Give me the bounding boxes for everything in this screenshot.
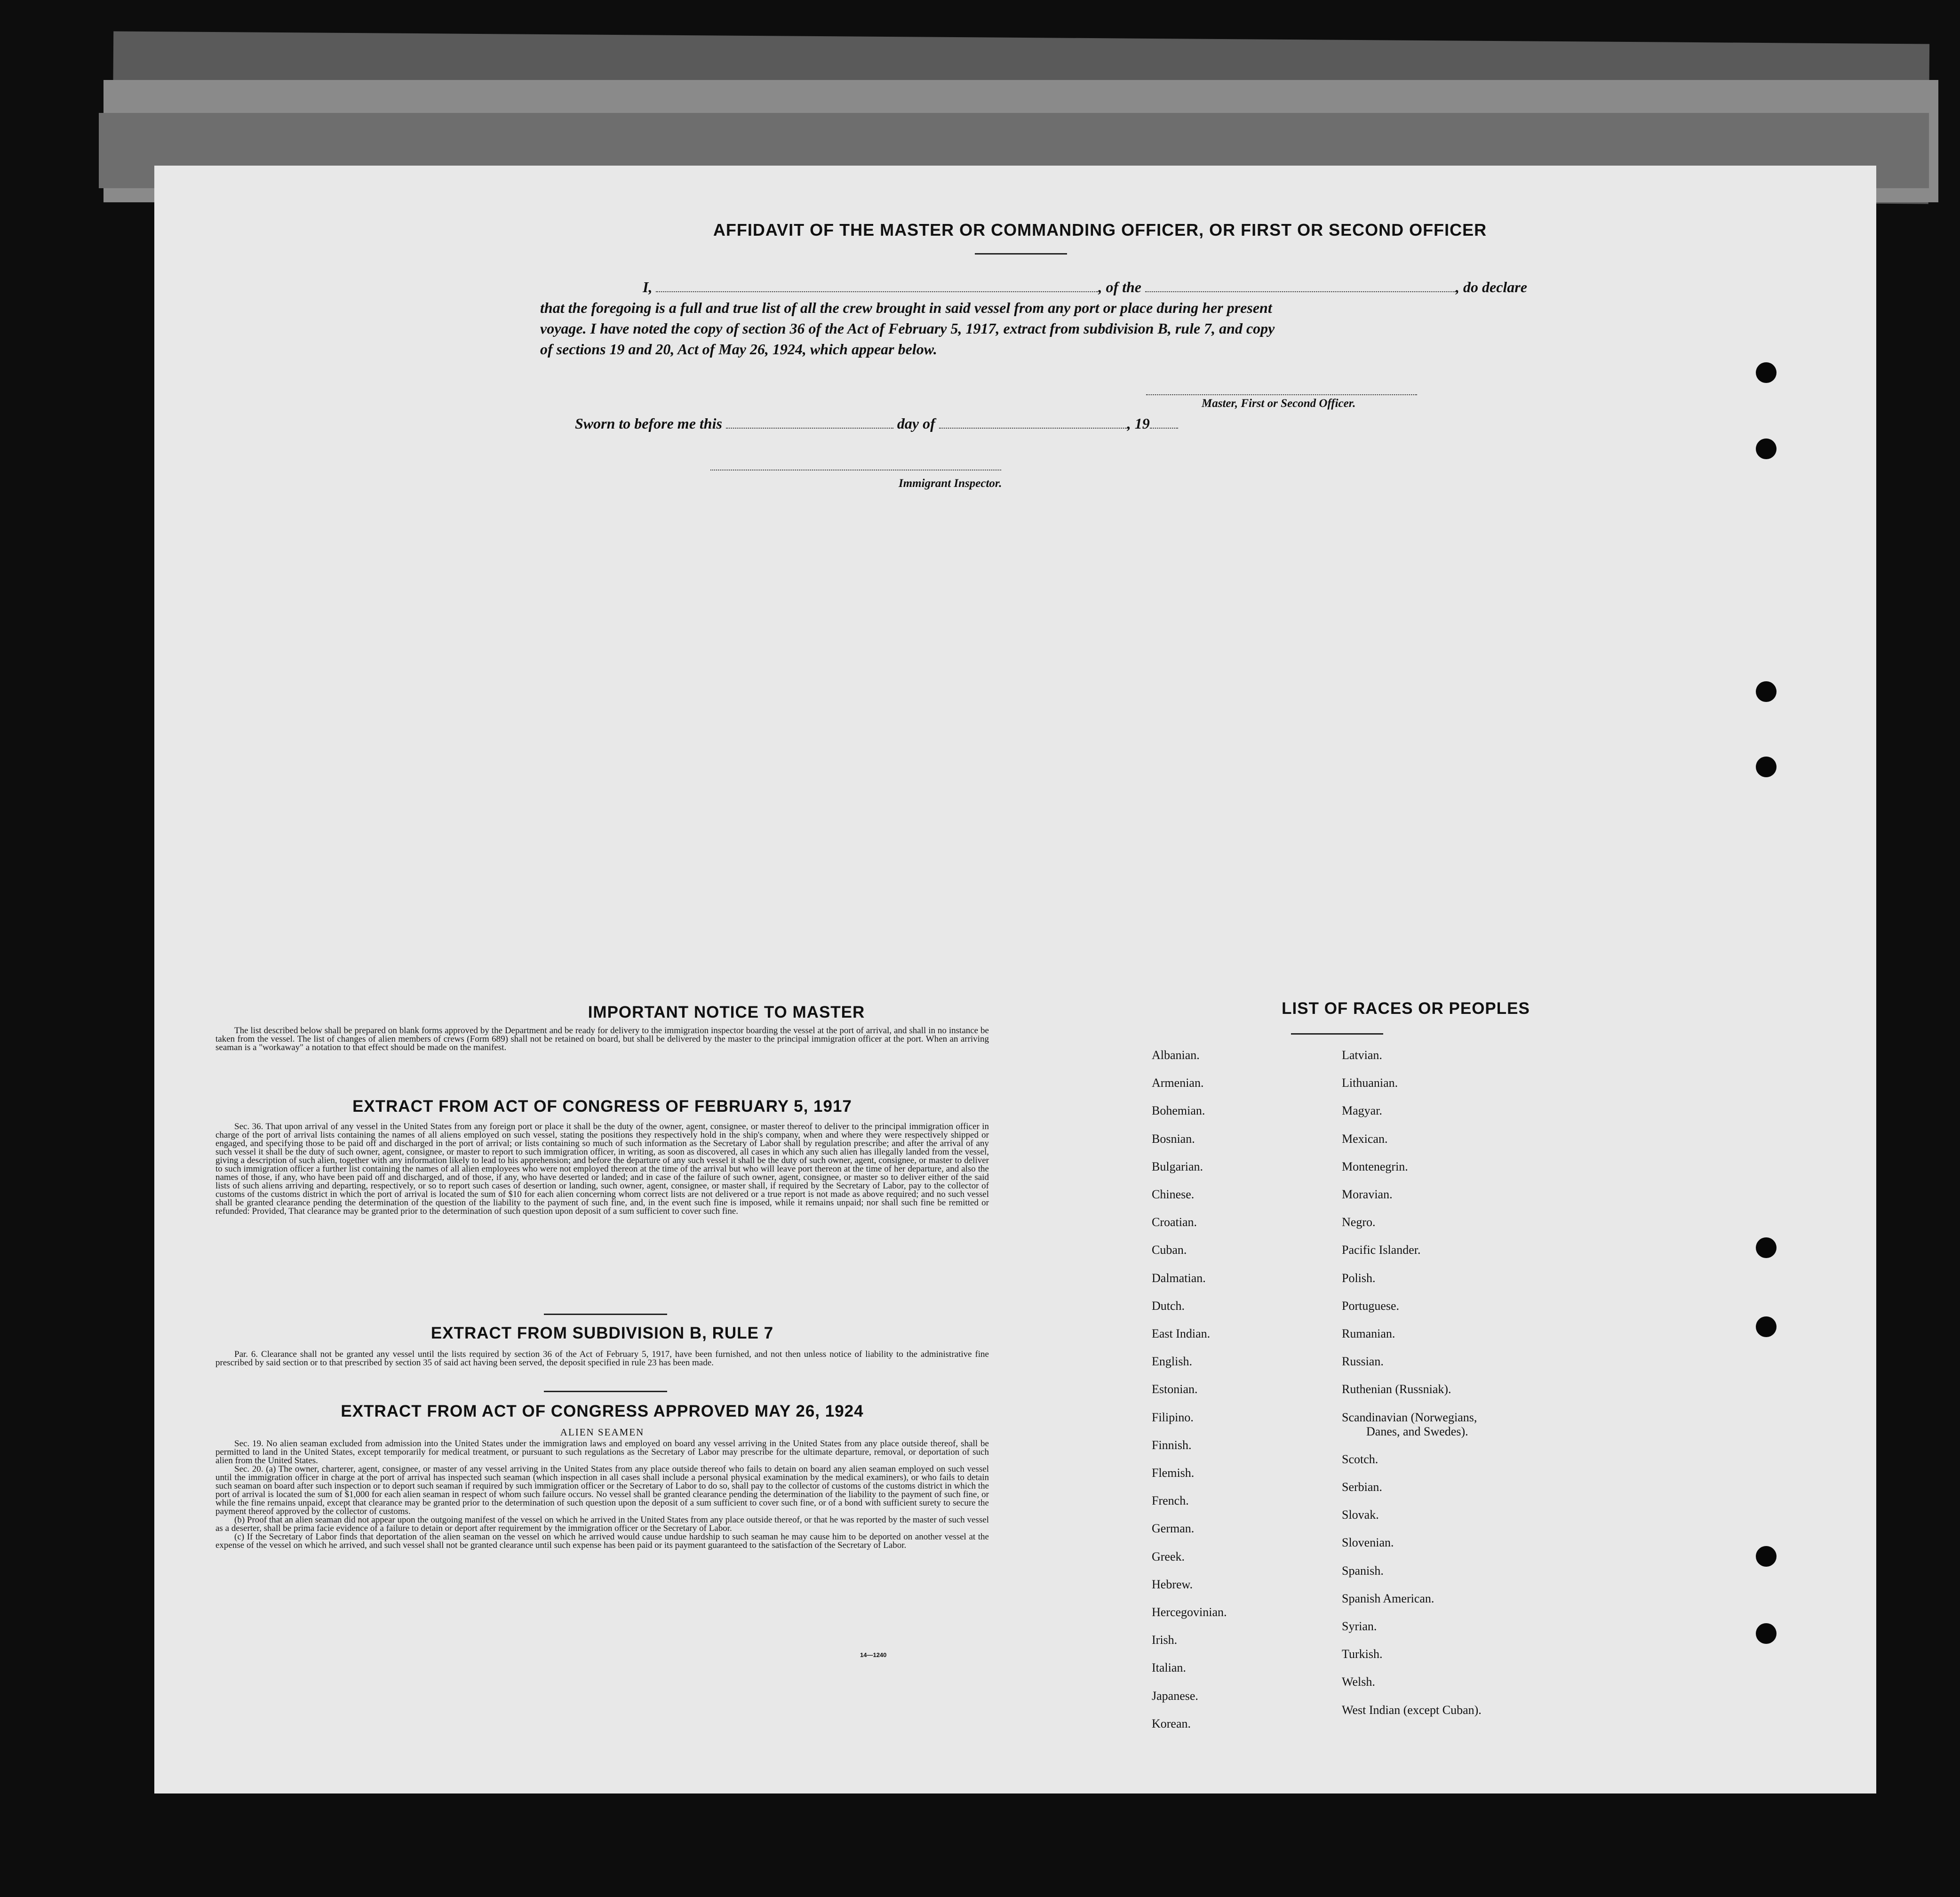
race-item: Croatian. [1152, 1215, 1197, 1229]
race-item: Armenian. [1152, 1076, 1204, 1090]
sworn-text: , 19 [1127, 415, 1150, 432]
race-item: Polish. [1342, 1271, 1376, 1285]
race-item: Dalmatian. [1152, 1271, 1206, 1285]
race-item: Filipino. [1152, 1410, 1194, 1424]
punch-hole [1756, 1623, 1777, 1644]
sworn-text: Sworn to before me this [575, 415, 722, 432]
race-item: Flemish. [1152, 1466, 1195, 1480]
punch-hole [1756, 1316, 1777, 1337]
divider [544, 1391, 667, 1392]
race-item: Italian. [1152, 1661, 1186, 1675]
alien-seamen-subtitle: ALIEN SEAMEN [560, 1427, 645, 1438]
race-item: East Indian. [1152, 1327, 1211, 1340]
subdivision-text [215, 1350, 989, 1367]
affidavit-text: I, [643, 279, 653, 295]
sec-19-paragraph: Sec. 19. No alien seaman excluded from admission into the United States under the immigration laws and employed on board any vessel arriving in the United States from any place outside thereof, shall be permitted to land in the United States, except temporarily for medical treatment, or pursuant to such regulations as the Secretary of Labor may prescribe for the ultimate departure, removal, or deportation of such alien from the United States. [215, 1439, 989, 1466]
sec-20c-paragraph: (c) If the Secretary of Labor finds that deportation of the alien seaman on the vessel on which he arrived would cause undue hardship to such seaman he may cause him to be deported on another vessel at the expense of the vessel on which he arrived, and such vessel shall not be granted clearance until such expense has been paid or its payment guaranteed to the satisfaction of the Secretary of Labor. [215, 1532, 989, 1550]
punch-hole [1756, 362, 1777, 383]
divider [975, 253, 1067, 255]
affidavit-line-2: that the foregoing is a full and true list of all the crew brought in said vessel from any port or place during her present [540, 299, 1272, 316]
notice-text [215, 1027, 989, 1052]
race-item: German. [1152, 1522, 1195, 1536]
race-item: Serbian. [1342, 1480, 1382, 1494]
notice-title: IMPORTANT NOTICE TO MASTER [588, 1003, 865, 1021]
race-item: Russian. [1342, 1355, 1384, 1369]
race-item: Mexican. [1342, 1132, 1388, 1146]
subdivision-title: EXTRACT FROM SUBDIVISION B, RULE 7 [430, 1324, 774, 1342]
extract-1917-text [215, 1123, 989, 1216]
race-item: Korean. [1152, 1716, 1191, 1730]
race-item: Syrian. [1342, 1619, 1377, 1633]
race-item: Montenegrin. [1342, 1159, 1408, 1173]
day-blank[interactable] [726, 415, 893, 429]
race-item: Welsh. [1342, 1675, 1375, 1689]
race-item: Finnish. [1152, 1438, 1192, 1452]
affidavit-line-1 [540, 279, 1527, 296]
notice-paragraph: The list described below shall be prepared on blank forms approved by the Department and be ready for delivery to the immigration inspector boarding the vessel at the port of arrival, and shall in no instance be taken from the vessel. The list of changes of alien members of crews (Form 689) shall not be retained on board, but shall be delivered by the master to the principal immigration officer at the port. When an arriving seaman is a "workaway" a notation to that effect should be made on the manifest. [215, 1026, 989, 1052]
affidavit-line-4: of sections 19 and 20, Act of May 26, 1924, which appear below. [540, 341, 937, 358]
race-item: Magyar. [1342, 1104, 1382, 1118]
punch-hole [1756, 1237, 1777, 1258]
extract-1924-text [215, 1440, 989, 1550]
sworn-text: day of [897, 415, 935, 432]
sec-20a-paragraph: Sec. 20. (a) The owner, charterer, agent, consignee, or master of any vessel arriving in the United States from any place outside thereof who fails to detain on board any alien seaman employed on such vessel until the immigration officer in charge at the port of arrival has inspected such seaman (which inspection in all cases shall include a personal physical examination by the medical examiners), or who fails to detain such seaman on board after such inspection or to deport such seaman if required by such immigration officer or the Secretary of Labor to do so, shall pay to the collector of customs of the customs district in which the port of arrival is located the sum of $1,000 for each alien seaman in respect of whom such failure occurs. No vessel shall be granted clearance pending the determination of the liability to the payment of such fine, or while the fine remains unpaid, except that clearance may be granted prior to the determination of such question upon the deposit of a sum sufficient to cover such fine, or of a bond with sufficient surety to secure the payment thereof approved by the collector of customs. [215, 1464, 989, 1516]
name-blank[interactable] [656, 279, 1098, 292]
race-item: Slovak. [1342, 1508, 1379, 1522]
year-blank[interactable] [1150, 415, 1178, 429]
sworn-line [575, 415, 1178, 432]
race-item: Hebrew. [1152, 1577, 1193, 1591]
sec-20b-paragraph: (b) Proof that an alien seaman did not appear upon the outgoing manifest of the vessel on which he arrived in the United States from any place outside thereof, or that he was reported by the master of such vessel as a deserter, shall be prima facie evidence of a failure to detain or deport after requirement by the immigration officer or the Secretary of Labor. [215, 1515, 989, 1533]
race-item: Hercegovinian. [1152, 1605, 1227, 1619]
race-item: Rumanian. [1342, 1327, 1395, 1340]
punch-hole [1756, 681, 1777, 702]
race-item: French. [1152, 1494, 1189, 1508]
extract-1924-title: EXTRACT FROM ACT OF CONGRESS APPROVED MAY 26, 1924 [341, 1402, 864, 1420]
race-item: Cuban. [1152, 1243, 1187, 1257]
race-item: Bulgarian. [1152, 1159, 1203, 1173]
race-item: West Indian (except Cuban). [1342, 1703, 1482, 1717]
race-item: Slovenian. [1342, 1536, 1394, 1550]
month-blank[interactable] [939, 415, 1127, 429]
race-item: Japanese. [1152, 1689, 1198, 1703]
punch-hole [1756, 757, 1777, 777]
inspector-signature-blank[interactable] [710, 457, 1001, 470]
race-item: Spanish American. [1342, 1591, 1434, 1605]
subdivision-paragraph: Par. 6. Clearance shall not be granted any vessel until the lists required by section 36 of the Act of February 5, 1917, have been furnished, and not then unless notice of liability to the administrative fine prescribed by said section or to that prescribed by section 35 of said act having been served, the deposit specified in rule 23 has been made. [215, 1349, 989, 1368]
punch-hole [1756, 1546, 1777, 1567]
inspector-signature-label: Immigrant Inspector. [899, 477, 1002, 490]
extract-1917-paragraph: Sec. 36. That upon arrival of any vessel in the United States from any foreign port or place it shall be the duty of the owner, agent, consignee, or master thereof to deliver to the principal immigration officer in charge of the port of arrival lists containing the names of all aliens employed on such vessel, stating the positions they respectively hold in the ship's company, when and where they were respectively shipped or engaged, and specifying those to be paid off and discharged in the port of arrival; or lists containing so much of such information as the Secretary of Labor shall by regulation prescribe; and after the arrival of any such vessel it shall be the duty of such owner, agent, consignee, or master to report to such immigration officer, in writing, as soon as discovered, all cases in which any such alien has illegally landed from the vessel, giving a description of such alien, together with any information likely to lead to his apprehension; and before the departure of any such vessel it shall be the duty of such owner, agent, consignee, or master to deliver to such immigration officer a further list containing the names of all alien employees who were not employed thereon at the time of the arrival but who will leave port thereon at the time of her departure, and also the names of those, if any, who have been paid off and discharged, and of those, if any, who have deserted or landed; and in case of the failure of such owner, agent, consignee, or master so to deliver either of the said lists of such aliens arriving and departing, respectively, or so to report such cases of desertion or landing, such owner, agent, consignee, or master shall, if required by the Secretary of Labor, pay to the collector of customs of the customs district in which the port of arrival is located the sum of $10 for each alien concerning whom correct lists are not delivered or a true report is not made as above required; and no such vessel shall be granted clearance pending the determination of the question of the liability to the payment of such fine, and, in the event such fine is imposed, while it remains unpaid; nor shall such fine be remitted or refunded: Provided, That clearance may be granted prior to the determination of such question upon deposit of a sum sufficient to cover such fine. [215, 1122, 989, 1216]
race-item: Bosnian. [1152, 1132, 1195, 1146]
race-item: Ruthenian (Russniak). [1342, 1382, 1451, 1396]
affidavit-title: AFFIDAVIT OF THE MASTER OR COMMANDING OFFICER, OR FIRST OR SECOND OFFICER [713, 220, 1487, 239]
races-title: LIST OF RACES OR PEOPLES [1282, 999, 1530, 1018]
race-item: Pacific Islander. [1342, 1243, 1421, 1257]
race-item: Scandinavian (Norwegians, [1342, 1410, 1477, 1424]
divider [544, 1314, 667, 1315]
race-item: Albanian. [1152, 1048, 1200, 1062]
race-item: Greek. [1152, 1549, 1185, 1563]
divider [1291, 1033, 1383, 1035]
race-item: Bohemian. [1152, 1104, 1205, 1118]
form-number: 14—1240 [860, 1651, 887, 1658]
race-item: Turkish. [1342, 1647, 1383, 1661]
affidavit-line-3: voyage. I have noted the copy of section 36 of the Act of February 5, 1917, extract from subdivision B, rule 7, and copy [540, 320, 1275, 337]
vessel-blank[interactable] [1145, 279, 1456, 292]
race-item: Danes, and Swedes). [1366, 1424, 1468, 1438]
affidavit-text: , do declare [1456, 279, 1527, 295]
extract-1917-title: EXTRACT FROM ACT OF CONGRESS OF FEBRUARY 5, 1917 [352, 1097, 852, 1116]
race-item: Portuguese. [1342, 1299, 1400, 1313]
race-item: Moravian. [1342, 1188, 1393, 1201]
race-item: Estonian. [1152, 1382, 1198, 1396]
master-signature-label: Master, First or Second Officer. [1202, 397, 1356, 410]
race-item: Negro. [1342, 1215, 1376, 1229]
race-item: Irish. [1152, 1633, 1178, 1647]
form-sheet [154, 166, 1876, 1793]
race-item: Dutch. [1152, 1299, 1185, 1313]
race-item: Spanish. [1342, 1563, 1384, 1578]
master-signature-blank[interactable] [1146, 382, 1417, 395]
race-item: Scotch. [1342, 1452, 1378, 1466]
race-item: Lithuanian. [1342, 1076, 1398, 1090]
punch-hole [1756, 438, 1777, 459]
race-item: Chinese. [1152, 1188, 1195, 1201]
race-item: English. [1152, 1355, 1192, 1369]
affidavit-text: , of the [1098, 279, 1141, 295]
race-item: Latvian. [1342, 1048, 1382, 1062]
